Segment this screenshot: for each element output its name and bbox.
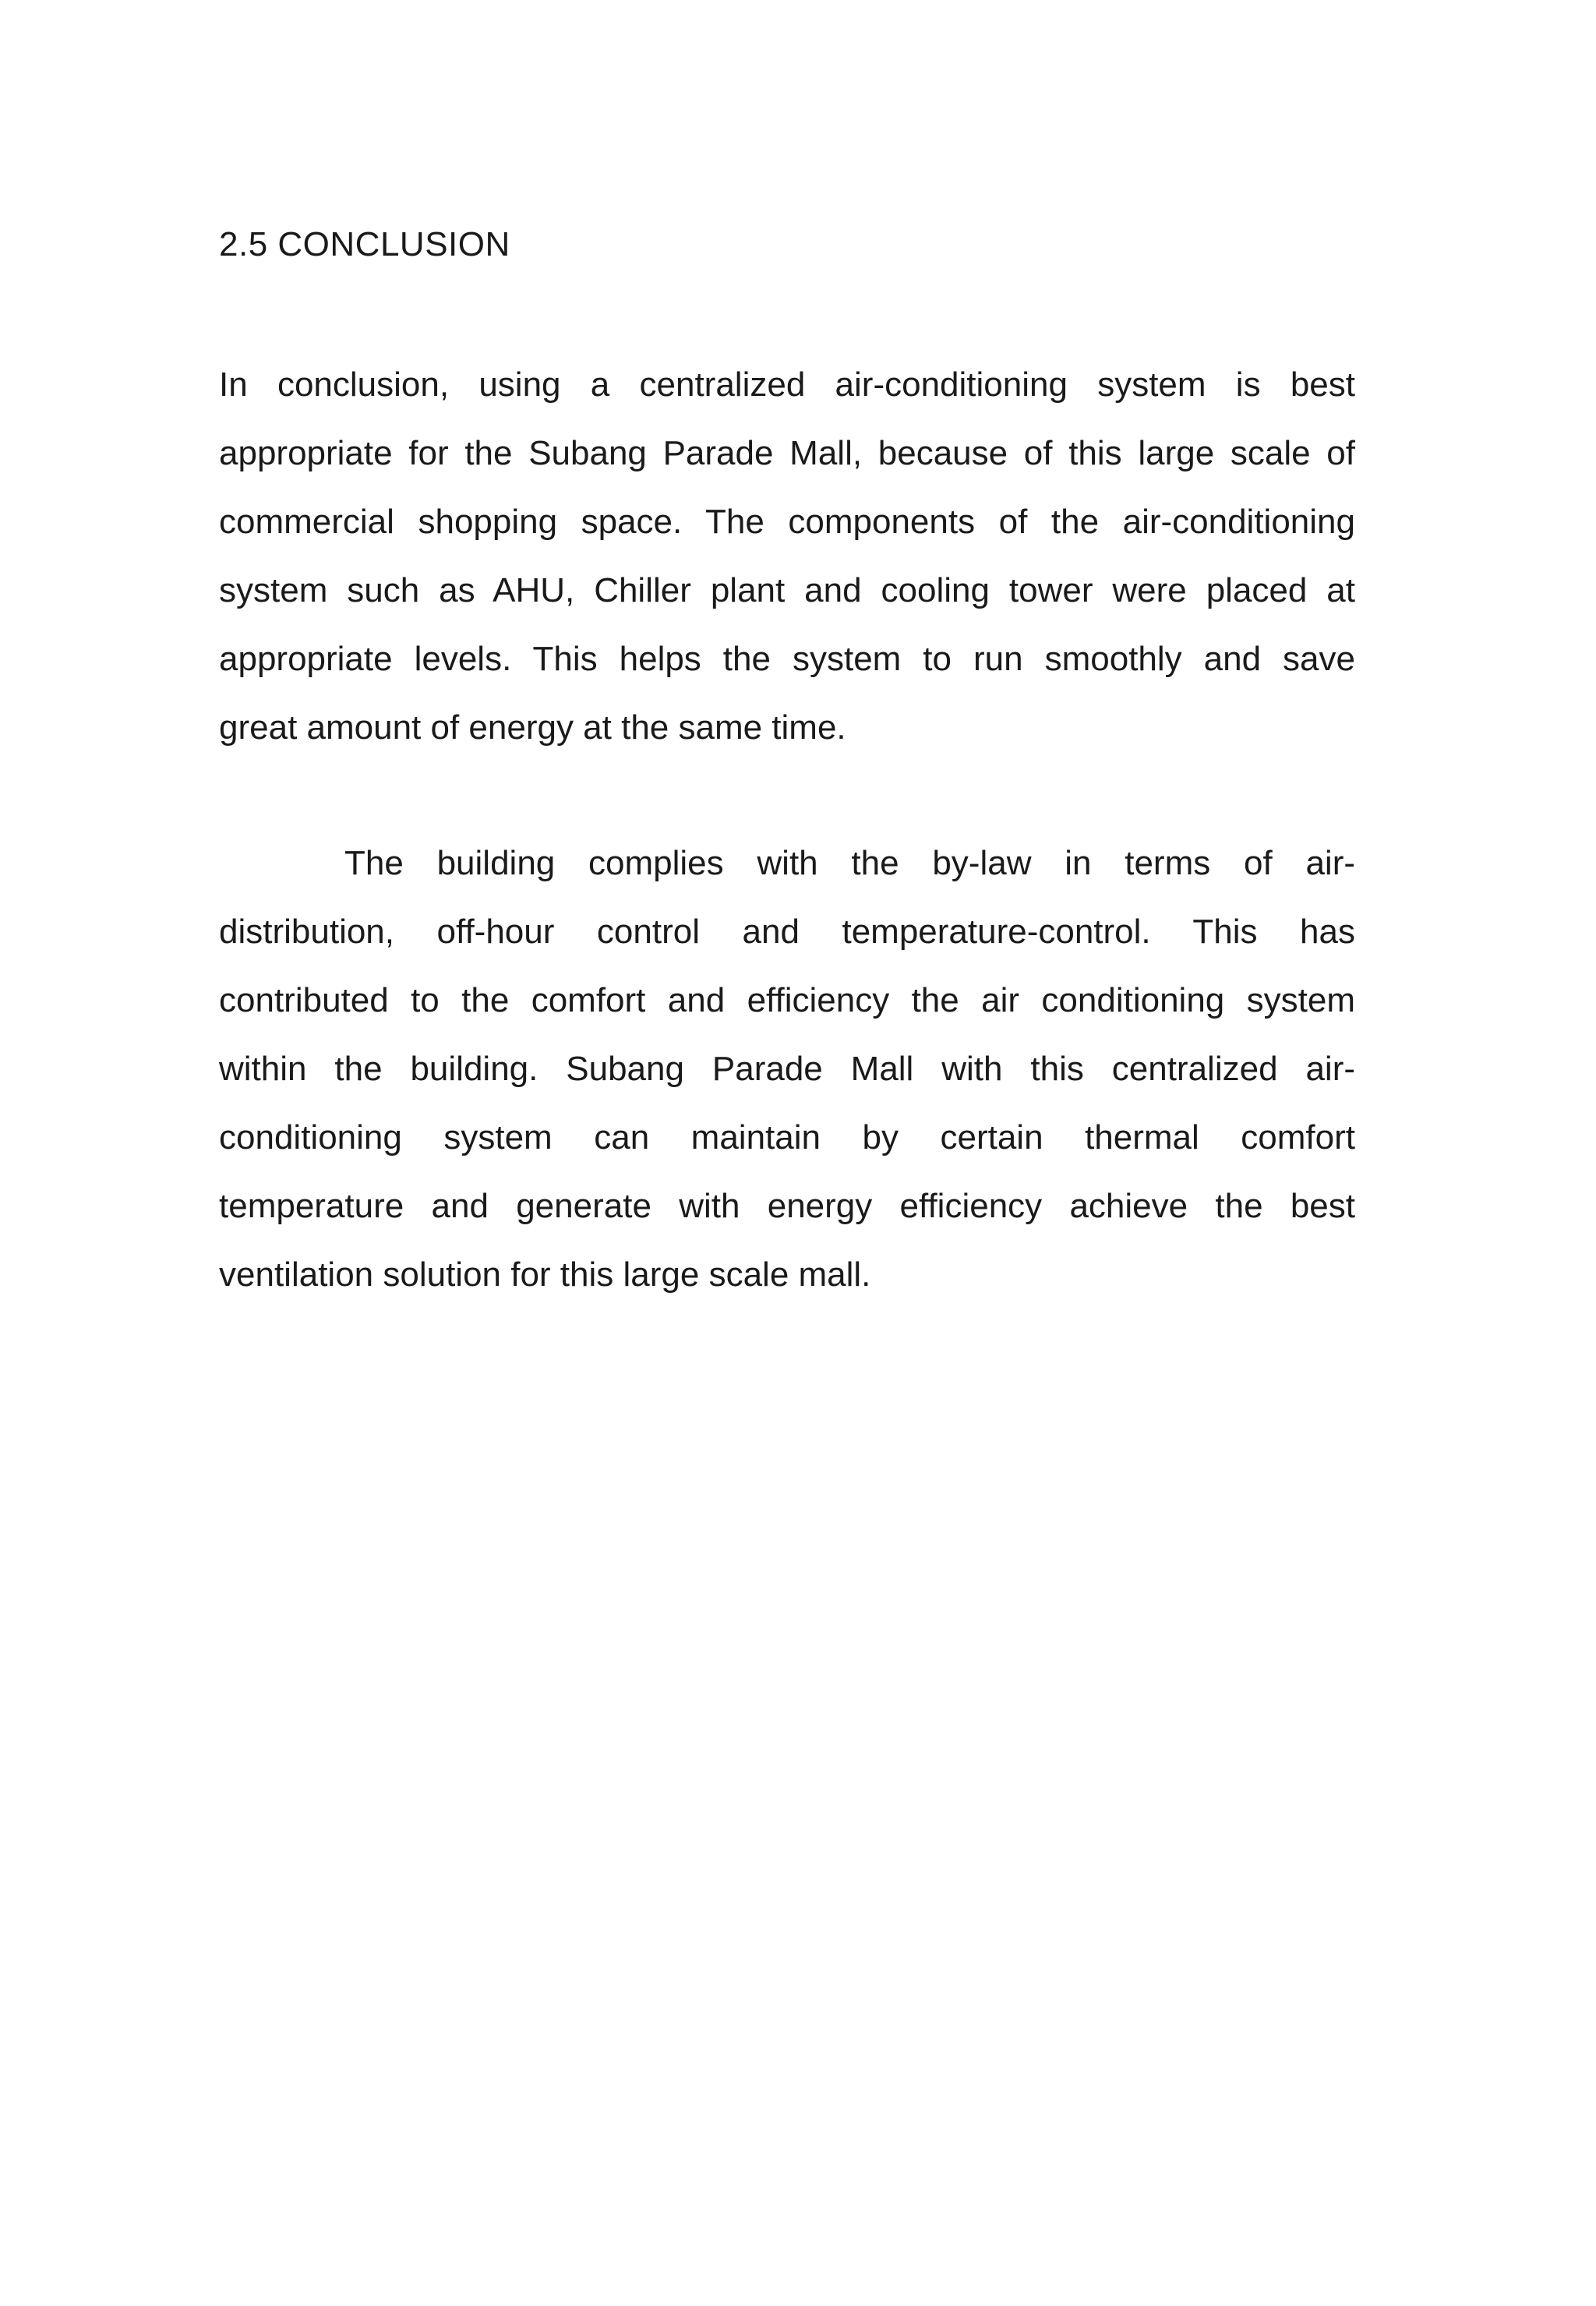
paragraph-line: appropriate for the Subang Parade Mall, because of this large scale of (219, 434, 1355, 472)
paragraph-line: The building complies with the by-law in terms of air- (344, 844, 1355, 882)
paragraph-line: contributed to the comfort and efficiency the air conditioning system (219, 981, 1355, 1019)
paragraph-line: ventilation solution for this large scale mall. (219, 1255, 871, 1294)
paragraph-line: system such as AHU, Chiller plant and cooling tower were placed at (219, 571, 1355, 609)
paragraph-line: great amount of energy at the same time. (219, 708, 846, 747)
paragraph-line: appropriate levels. This helps the system to run smoothly and save (219, 640, 1355, 678)
paragraph-line: commercial shopping space. The components of the air-conditioning (219, 503, 1355, 541)
section-heading: 2.5 CONCLUSION (219, 225, 510, 263)
paragraph-line: conditioning system can maintain by certain thermal comfort (219, 1118, 1355, 1157)
paragraph-line: temperature and generate with energy efficiency achieve the best (219, 1187, 1355, 1225)
paragraph-line: distribution, off-hour control and temperature-control. This has (219, 913, 1355, 951)
paragraph-line: within the building. Subang Parade Mall with this centralized air- (219, 1050, 1355, 1088)
paragraph-line: In conclusion, using a centralized air-conditioning system is best (219, 365, 1355, 404)
